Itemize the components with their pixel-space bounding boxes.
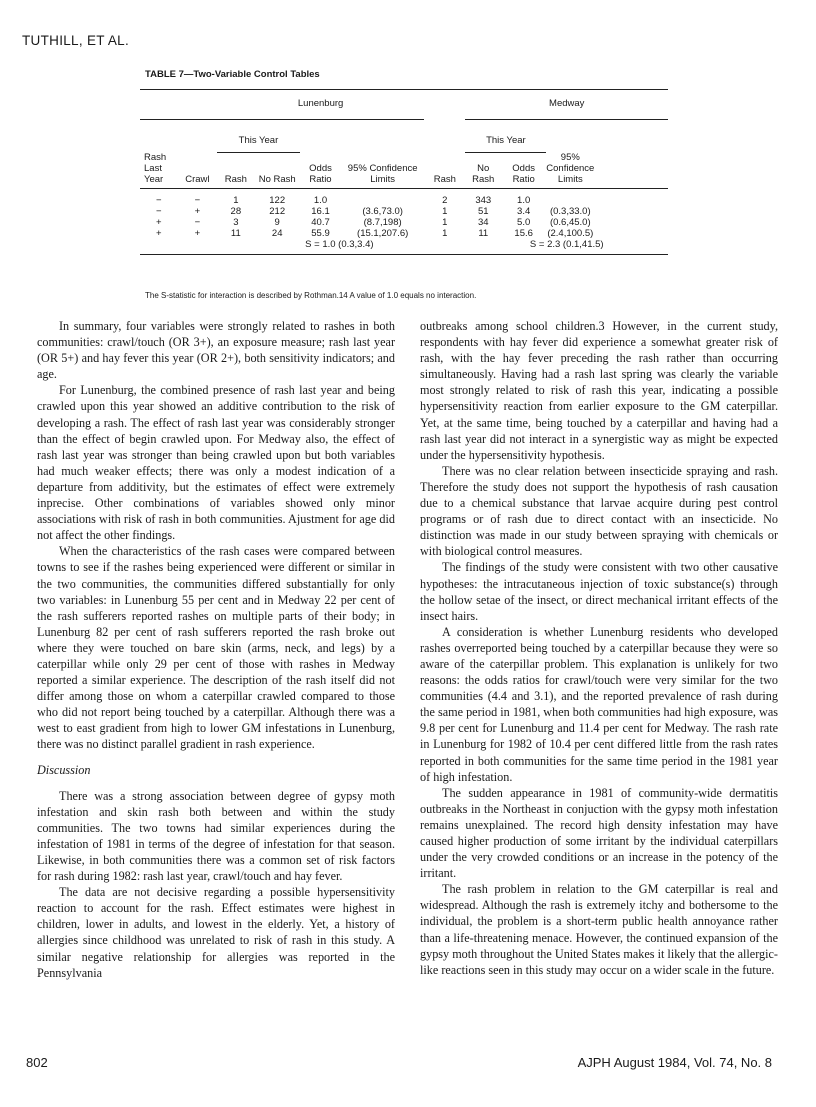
paragraph: The data are not decisive regarding a possible hypersensitivity reaction to account for the rash. Effect estimates were highest in children, lower in adults, and lowest in the elderly. Yet, a history of allergies since childhood was unrelated to risk of rash in this study. A similar negative relationship for allergies was reported in the Pennsylvania (37, 885, 395, 980)
paragraph: A consideration is whether Lunenburg residents who developed rashes overreported being touched by a caterpillar because they were so aware of the caterpillar problem. This explanation is unlikely for two reasons: the odds ratios for crawl/touch were very similar for the two communities (4.4 and 3.1), and the reported prevalence of rash during the same period in 1981, when both communities had high exposure, was 9.8 per cent for Lunenburg and 11.4 per cent for Medway. The rash rate in Lunenburg for 1982 of 10.4 per cent differed little from the rash rates reported in both communities for the same time period in the 1981 year of high infestation. (420, 624, 778, 784)
table-row: + − 3 9 40.7 (8.7,198) 1 34 5.0 (0.6,45.0) (156, 217, 591, 228)
paragraph: The findings of the study were consistent with two other causative hypotheses: the intracutaneous injection of toxic substance(s) through the hollow setae of the insect, or direct mechanical irritant effects of the insect hairs. (420, 560, 778, 623)
paragraph: In summary, four variables were strongly related to rashes in both communities: crawl/touch (OR 3+), an exposure measure; rash last year (OR 5+) and hay fever this year (OR 2+), both sensitivity indicators; and age. (37, 319, 395, 382)
journal-citation: AJPH August 1984, Vol. 74, No. 8 (577, 1055, 772, 1070)
page-number: 802 (26, 1055, 48, 1070)
running-head: TUTHILL, ET AL. (22, 33, 130, 48)
paragraph: The sudden appearance in 1981 of community-wide dermatitis outbreaks in the Northeast in conjuction with the gypsy moth infestation remains unexplained. The record high density infestation may have caused higher production of some irritant by the individual caterpillars under the very crowded conditions or an increase in the potency of the irritant. (420, 785, 778, 881)
two-variable-control-table (140, 89, 668, 255)
this-year-label-lunenburg: This Year (238, 135, 279, 146)
table-title: TABLE 7—Two-Variable Control Tables (145, 69, 320, 80)
col-header-rash: Rash (224, 174, 247, 185)
s-statistic-lunenburg: S = 1.0 (0.3,3.4) (305, 239, 374, 250)
paragraph: When the characteristics of the rash cases were compared between towns to see if the rashes being experienced were different or similar in the two communities, the communities differed substantially for only two variables: in Lunenburg 55 per cent and in Medway 22 per cent of the rash sufferers reported rashes on multiple parts of their body; in Lunenburg 82 per cent of rash sufferers reported the rash broke out where they were touched on bare skin (arms, neck, and legs) by a caterpillar while only 29 per cent of those with rashes in Medway reported a similar experience. The description of the rash itself did not differ among those on whom a caterpillar crawled compared to those who did not report being touched by a caterpillar. Although there was a west to east gradient from high to lower GM infestations in Lunenburg, there was no distinct parallel gradient in rash experience. (37, 544, 395, 752)
this-year-label-medway: This Year (486, 135, 526, 146)
paragraph: There was a strong association between degree of gypsy moth infestation and skin rash both between and within the study communities. The two towns had similar experiences during the infestation of 1981 in terms of the degree of infestation for that season. Likewise, in both communities there was a common set of risk factors for rash during 1982: rash last year, crawl/touch and hay fever. (37, 788, 395, 884)
col-header-odds-ratio: Odds Ratio (309, 163, 332, 185)
col-header-odds-ratio: Odds Ratio (512, 163, 536, 185)
col-header-ci: 95% Confidence Limits (546, 152, 595, 185)
table-row: + + 11 24 55.9 (15.1,207.6) 1 11 15.6 (2.4,100.5) (156, 228, 594, 239)
paragraph: There was no clear relation between insecticide spraying and rash. Therefore the study does not support the hypothesis of rash causation due to a chemical substance that larvae acquire during pest control programs or of rash due to direct contact with an insecticide. No distinction was made in our study between spraying with chemicals or with biological control measures. (420, 463, 778, 559)
table-row: − + 28 212 16.1 (3.6,73.0) 1 51 3.4 (0.3,33.0) (156, 206, 591, 217)
col-header-no-rash: No Rash (258, 174, 296, 185)
paragraph: For Lunenburg, the combined presence of rash last year and being crawled upon this year showed an additive contribution to the risk of developing a rash. The effect of rash last year was considerably stronger than the effect of begin crawled upon. For Medway also, the effect of rash last year was stronger than being crawled upon but both variables had much weaker effects; there was only a modest indication of a departure from additivity, but the estimates of effect were extremely inprecise. Other combinations of variables showed only minor associations with risk of rash in both communities. Ajustment for age did not affect the other findings. (37, 383, 395, 543)
left-column (37, 318, 395, 981)
col-header-crawl: Crawl (185, 174, 210, 185)
table-footnote: The S-statistic for interaction is described by Rothman.14 A value of 1.0 equals no interaction. (145, 291, 477, 300)
paragraph: outbreaks among school children.3 However, in the current study, respondents with hay fever did experience a somewhat greater risk of rash, with the hay fever preceding the rash rather than occurring simultaneously. Having had a rash last spring was clearly the variable most strongly related to risk of rash this year, indicating a possible hypersensitivity reaction from earlier exposure to the GM caterpillar. Yet, at the same time, being touched by a caterpillar and having had a rash last year did not interact in a synergistic way as might be expected under the hypersensitivity hypothesis. (420, 319, 778, 462)
col-header-ci: 95% Confidence Limits (347, 163, 418, 185)
right-column (420, 318, 778, 978)
col-header-rash-last-year: Rash Last Year (144, 152, 167, 185)
table-row: − − 1 122 1.0 2 343 1.0 (156, 195, 531, 206)
s-statistic-medway: S = 2.3 (0.1,41.5) (529, 239, 604, 250)
col-header-rash: Rash (433, 174, 456, 185)
group-header-lunenburg: Lunenburg (297, 98, 344, 109)
paragraph: The rash problem in relation to the GM caterpillar is real and widespread. Although the rash is extremely itchy and bothersome to the individual, the problem is a short-term public health annoyance rather than a life-threatening menace. However, the continued expansion of the gypsy moth throughout the United States makes it likely that the allergic-like reactions seen in this study may occur on a wider scale in the future. (420, 882, 778, 977)
col-header-no-rash: No Rash (472, 163, 495, 185)
group-header-medway: Medway (549, 98, 585, 109)
discussion-heading: Discussion (37, 762, 91, 777)
